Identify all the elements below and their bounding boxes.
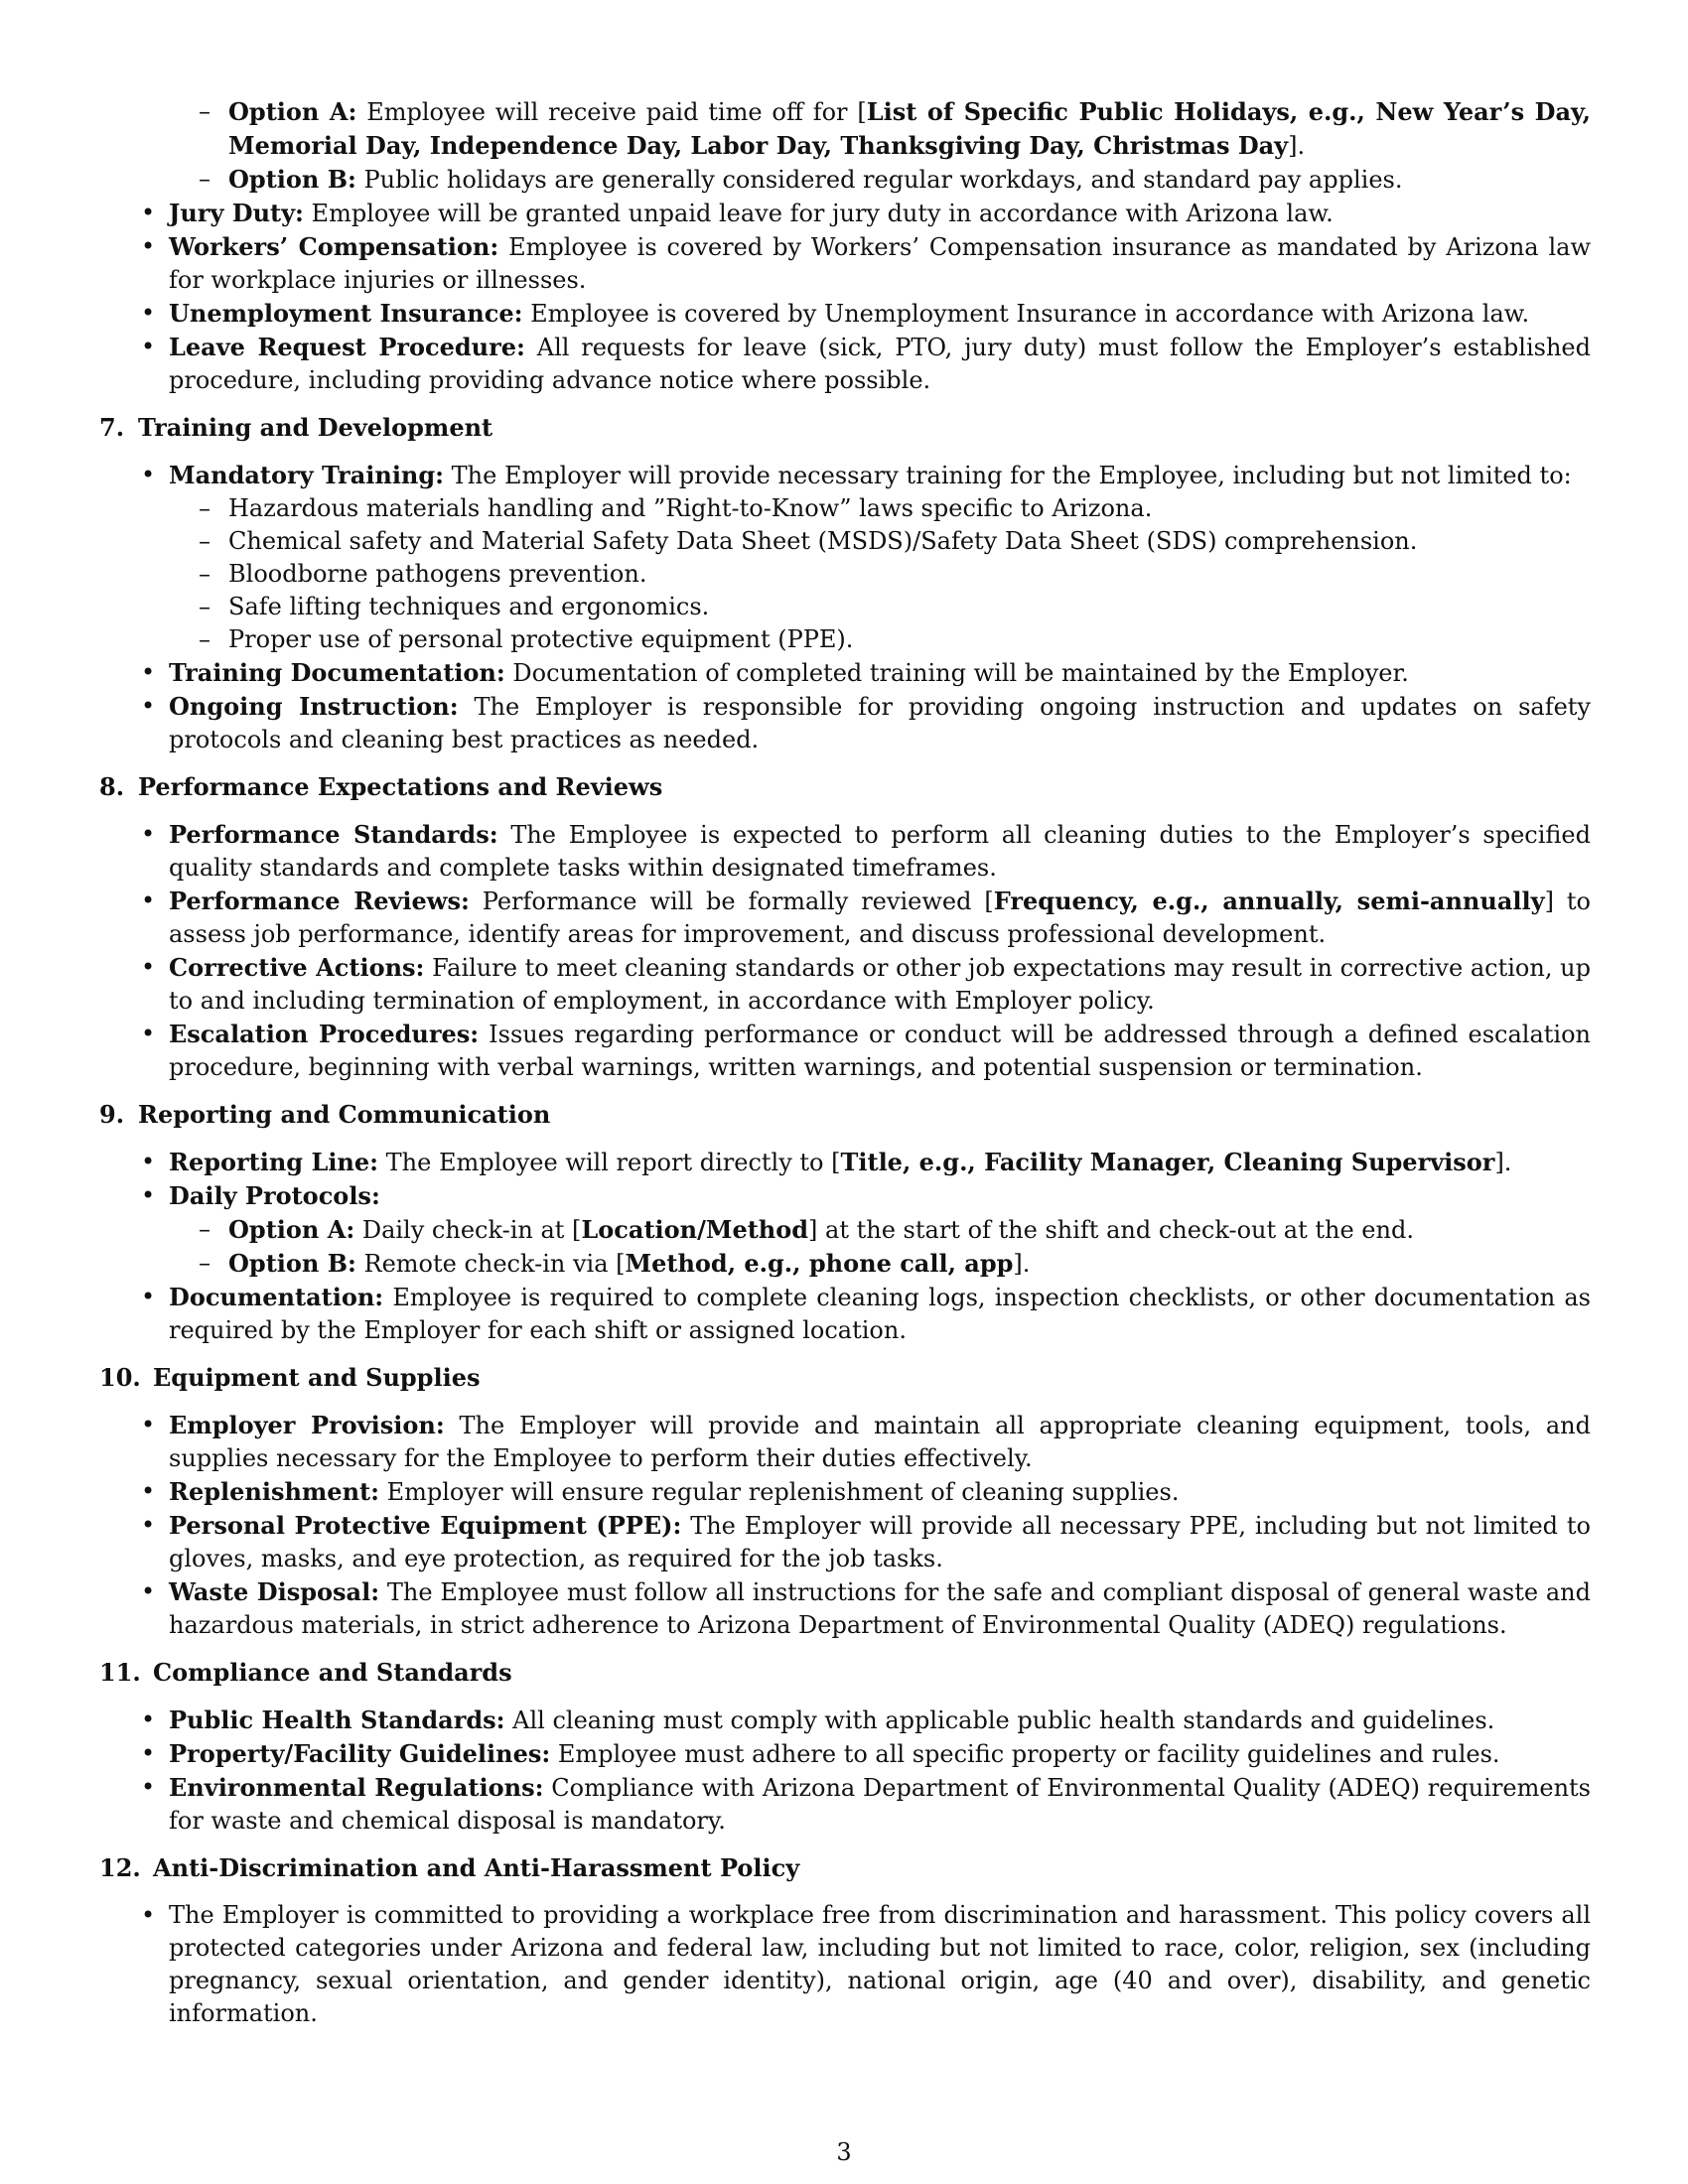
- waste-disposal-item: • Waste Disposal: The Employee must follow all instructions for the safe and compliant disposal of general waste and hazardous materials, in strict adherence to Arizona Department of Environmental Quality (ADEQ) regulations.: [99, 1575, 1591, 1642]
- equipment-list: [99, 1409, 1591, 1642]
- ongoing-instruction-item: • Ongoing Instruction: The Employer is responsible for providing ongoing instruction and updates on safety protocols and cleaning best practices as needed.: [99, 690, 1591, 756]
- performance-reviews-item: • Performance Reviews: Performance will be formally reviewed [Frequency, e.g., annually, semi-annually] to assess job performance, identify areas for improvement, and discuss professional development.: [99, 885, 1591, 951]
- reporting-line-item: • Reporting Line: The Employee will report directly to [Title, e.g., Facility Manager, Cleaning Supervisor].: [99, 1146, 1591, 1179]
- reporting-list: [99, 1146, 1591, 1347]
- section-heading-anti-discrimination: 12. Anti-Discrimination and Anti-Harassment Policy: [99, 1853, 800, 1882]
- employer-provision-item: • Employer Provision: The Employer will provide and maintain all appropriate cleaning equipment, tools, and supplies necessary for the Employee to perform their duties effectively.: [99, 1409, 1591, 1475]
- section-heading-reporting: 9. Reporting and Communication: [99, 1100, 551, 1129]
- training-list: [99, 459, 1591, 756]
- section-heading-compliance: 11. Compliance and Standards: [99, 1658, 512, 1687]
- anti-discrimination-item: • The Employer is committed to providing a workplace free from discrimination and harassment. This policy covers all protected categories under Arizona and federal law, including but not limited to race, color, religion, sex (including pregnancy, sexual orientation, and gender identity), national origin, age (40 and over), disability, and genetic information.: [99, 1899, 1591, 2030]
- training-documentation-item: • Training Documentation: Documentation of completed training will be maintained by the Employer.: [99, 656, 1591, 690]
- section-heading-training: 7. Training and Development: [99, 413, 493, 442]
- workers-comp-item: • Workers’ Compensation: Employee is covered by Workers’ Compensation insurance as mandated by Arizona law for workplace injuries or illnesses.: [99, 230, 1591, 297]
- training-subitem: – Proper use of personal protective equipment (PPE).: [99, 623, 1591, 656]
- page-number: 3: [836, 2138, 852, 2166]
- training-subitem: – Chemical safety and Material Safety Data Sheet (MSDS)/Safety Data Sheet (SDS) comprehension.: [99, 525, 1591, 558]
- public-health-item: • Public Health Standards: All cleaning must comply with applicable public health standards and guidelines.: [99, 1704, 1591, 1737]
- leave-list: [99, 95, 1591, 397]
- holiday-option-b: – Option B: Public holidays are generally considered regular workdays, and standard pay applies.: [99, 163, 1591, 197]
- training-subitem: – Bloodborne pathogens prevention.: [99, 558, 1591, 591]
- training-subitem: – Safe lifting techniques and ergonomics.: [99, 591, 1591, 623]
- anti-discrimination-list: [99, 1899, 1591, 2030]
- leave-request-item: • Leave Request Procedure: All requests for leave (sick, PTO, jury duty) must follow the Employer’s established procedure, including providing advance notice where possible.: [99, 331, 1591, 397]
- documentation-item: • Documentation: Employee is required to complete cleaning logs, inspection checklists, or other documentation as required by the Employer for each shift or assigned location.: [99, 1281, 1591, 1347]
- ppe-item: • Personal Protective Equipment (PPE): The Employer will provide all necessary PPE, including but not limited to gloves, masks, and eye protection, as required for the job tasks.: [99, 1509, 1591, 1575]
- daily-protocols-item: • Daily Protocols:: [99, 1179, 1591, 1213]
- section-heading-performance: 8. Performance Expectations and Reviews: [99, 772, 663, 801]
- property-guidelines-item: • Property/Facility Guidelines: Employee must adhere to all specific property or facility guidelines and rules.: [99, 1737, 1591, 1771]
- document-page: [99, 95, 1591, 2030]
- daily-option-b: – Option B: Remote check-in via [Method, e.g., phone call, app].: [99, 1247, 1591, 1281]
- daily-option-a: – Option A: Daily check-in at [Location/Method] at the start of the shift and check-out at the end.: [99, 1213, 1591, 1247]
- performance-list: [99, 818, 1591, 1084]
- jury-duty-item: • Jury Duty: Employee will be granted unpaid leave for jury duty in accordance with Arizona law.: [99, 197, 1591, 230]
- mandatory-training-item: • Mandatory Training: The Employer will provide necessary training for the Employee, including but not limited to:: [99, 459, 1591, 492]
- environmental-regulations-item: • Environmental Regulations: Compliance with Arizona Department of Environmental Quality (ADEQ) requirements for waste and chemical disposal is mandatory.: [99, 1771, 1591, 1838]
- unemployment-item: • Unemployment Insurance: Employee is covered by Unemployment Insurance in accordance with Arizona law.: [99, 297, 1591, 331]
- holiday-option-a: – Option A: Employee will receive paid time off for [List of Specific Public Holidays, e.g., New Year’s Day, Memorial Day, Independence Day, Labor Day, Thanksgiving Day, Christmas Day].: [99, 95, 1591, 163]
- performance-standards-item: • Performance Standards: The Employee is expected to perform all cleaning duties to the Employer’s specified quality standards and complete tasks within designated timeframes.: [99, 818, 1591, 885]
- compliance-list: [99, 1704, 1591, 1838]
- training-subitem: – Hazardous materials handling and ”Right-to-Know” laws specific to Arizona.: [99, 492, 1591, 525]
- corrective-actions-item: • Corrective Actions: Failure to meet cleaning standards or other job expectations may result in corrective action, up to and including termination of employment, in accordance with Employer policy.: [99, 951, 1591, 1018]
- section-heading-equipment: 10. Equipment and Supplies: [99, 1363, 481, 1392]
- escalation-procedures-item: • Escalation Procedures: Issues regarding performance or conduct will be addressed through a defined escalation procedure, beginning with verbal warnings, written warnings, and potential suspension or termination.: [99, 1018, 1591, 1084]
- replenishment-item: • Replenishment: Employer will ensure regular replenishment of cleaning supplies.: [99, 1475, 1591, 1509]
